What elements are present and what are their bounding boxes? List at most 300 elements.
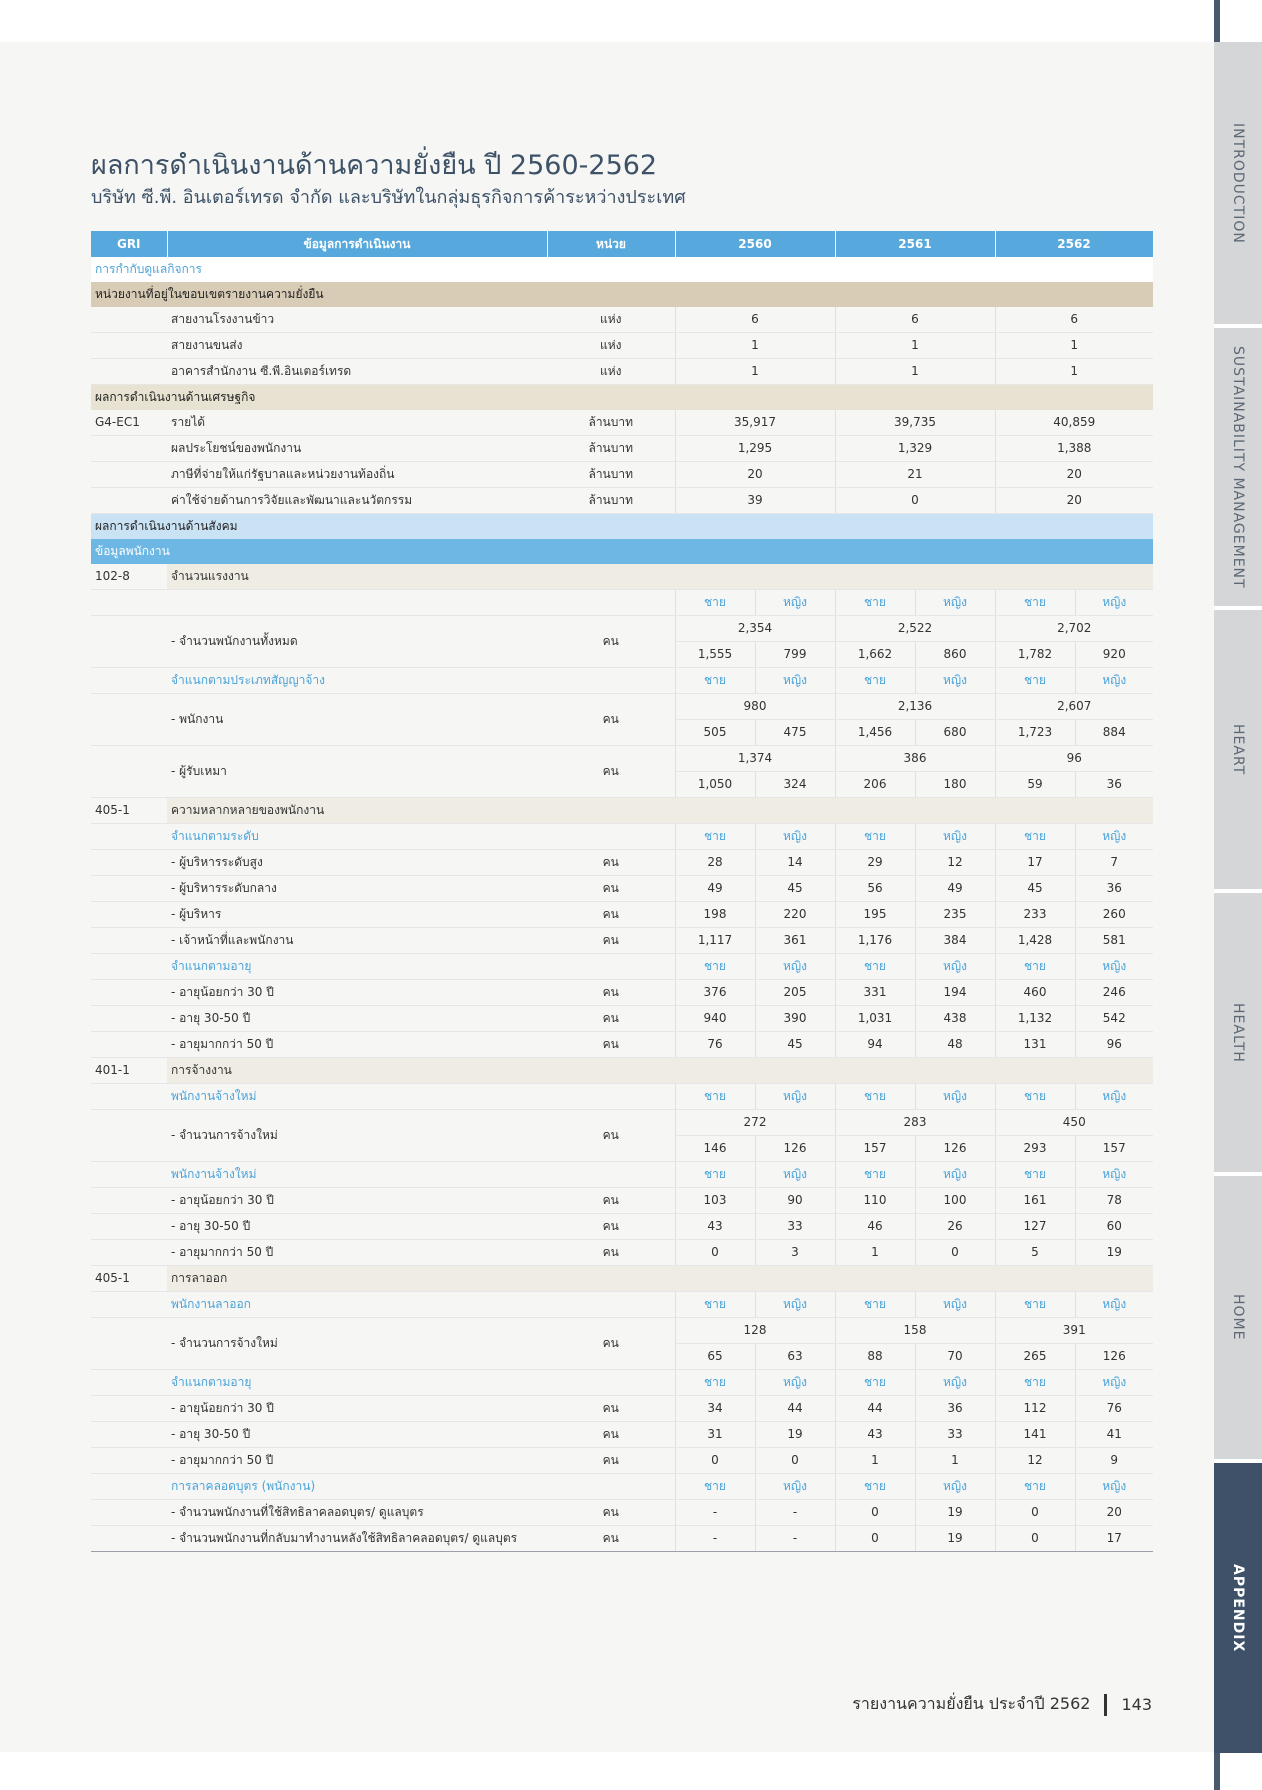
tab-home[interactable] xyxy=(1214,1176,1262,1459)
row-unit xyxy=(547,1292,675,1318)
gender-value: 940 xyxy=(675,1006,755,1032)
gri-code xyxy=(91,668,167,694)
gri-code xyxy=(91,1396,167,1422)
year-value: 35,917 xyxy=(675,410,835,436)
gender-data-row xyxy=(91,1032,1153,1058)
employee-section xyxy=(91,539,1153,564)
year-value: 6 xyxy=(835,307,995,333)
gender-value: 220 xyxy=(755,902,835,928)
gender-value: 260 xyxy=(1075,902,1153,928)
data-row xyxy=(91,488,1153,514)
gender-value: 331 xyxy=(835,980,915,1006)
gender-data-row xyxy=(91,1240,1153,1266)
gender-value: - xyxy=(755,1500,835,1526)
row-label: - พนักงาน xyxy=(167,694,547,746)
gender-value: 0 xyxy=(675,1448,755,1474)
gender-value: 46 xyxy=(835,1214,915,1240)
gender-header-row xyxy=(91,1474,1153,1500)
gender-value: 63 xyxy=(755,1344,835,1370)
data-row xyxy=(91,462,1153,488)
group-label: พนักงานจ้างใหม่ xyxy=(167,1084,547,1110)
section-title: ผลการดำเนินงานด้านเศรษฐกิจ xyxy=(91,385,1153,411)
male-label: ชาย xyxy=(995,1162,1075,1188)
row-unit: ล้านบาท xyxy=(547,436,675,462)
gender-value: 103 xyxy=(675,1188,755,1214)
row-label: - เจ้าหน้าที่และพนักงาน xyxy=(167,928,547,954)
section-title: ข้อมูลพนักงาน xyxy=(91,539,1153,564)
total-row xyxy=(91,1110,1153,1136)
year-value: 20 xyxy=(995,462,1153,488)
data-row xyxy=(91,359,1153,385)
year-total: 2,607 xyxy=(995,694,1153,720)
group-label: พนักงานลาออก xyxy=(167,1292,547,1318)
male-label: ชาย xyxy=(835,1474,915,1500)
gender-value: 1,132 xyxy=(995,1006,1075,1032)
female-label: หญิง xyxy=(1075,954,1153,980)
gender-data-row xyxy=(91,1422,1153,1448)
gender-value: 17 xyxy=(1075,1526,1153,1552)
tab-edge xyxy=(1214,0,1220,42)
gender-value: 1,117 xyxy=(675,928,755,954)
row-unit: แห่ง xyxy=(547,359,675,385)
male-label: ชาย xyxy=(995,1084,1075,1110)
gender-value: 49 xyxy=(675,876,755,902)
social-section xyxy=(91,514,1153,540)
year-value: 0 xyxy=(835,488,995,514)
gender-value: 36 xyxy=(1075,876,1153,902)
row-unit: คน xyxy=(547,746,675,798)
gri-code xyxy=(91,1526,167,1552)
row-unit: คน xyxy=(547,876,675,902)
year-value: 20 xyxy=(995,488,1153,514)
gender-value: 505 xyxy=(675,720,755,746)
gri-code xyxy=(91,902,167,928)
row-unit xyxy=(547,954,675,980)
gender-value: 680 xyxy=(915,720,995,746)
female-label: หญิง xyxy=(1075,1162,1153,1188)
male-label: ชาย xyxy=(995,1292,1075,1318)
gender-value: 59 xyxy=(995,772,1075,798)
year-total: 96 xyxy=(995,746,1153,772)
gender-value: 161 xyxy=(995,1188,1075,1214)
year-total: 386 xyxy=(835,746,995,772)
gender-value: 1 xyxy=(915,1448,995,1474)
male-label: ชาย xyxy=(835,1084,915,1110)
gri-code xyxy=(91,824,167,850)
row-label: สายงานขนส่ง xyxy=(167,333,547,359)
gender-value: 460 xyxy=(995,980,1075,1006)
gender-value: 45 xyxy=(995,876,1075,902)
female-label: หญิง xyxy=(755,668,835,694)
gender-value: 1,555 xyxy=(675,642,755,668)
gender-value: 1 xyxy=(835,1448,915,1474)
gender-value: 126 xyxy=(755,1136,835,1162)
group-label: จำแนกตามอายุ xyxy=(167,954,547,980)
gender-value: 581 xyxy=(1075,928,1153,954)
male-label: ชาย xyxy=(675,668,755,694)
gender-value: 157 xyxy=(835,1136,915,1162)
gri-code xyxy=(91,928,167,954)
gender-value: 33 xyxy=(915,1422,995,1448)
year-value: 1 xyxy=(995,333,1153,359)
gender-header-row xyxy=(91,1084,1153,1110)
gender-value: 0 xyxy=(995,1526,1075,1552)
gender-value: 194 xyxy=(915,980,995,1006)
row-label: - อายุมากกว่า 50 ปี xyxy=(167,1240,547,1266)
gender-value: 78 xyxy=(1075,1188,1153,1214)
gender-data-row xyxy=(91,928,1153,954)
subsection-title: การลาออก xyxy=(167,1266,1153,1292)
male-label: ชาย xyxy=(835,1292,915,1318)
gender-value: 45 xyxy=(755,1032,835,1058)
gri-code: 405-1 xyxy=(91,798,167,824)
row-label: ผลประโยชน์ของพนักงาน xyxy=(167,436,547,462)
gender-value: 1,176 xyxy=(835,928,915,954)
gri-code xyxy=(91,1188,167,1214)
row-unit xyxy=(547,1084,675,1110)
row-unit: คน xyxy=(547,980,675,1006)
gender-header-row xyxy=(91,1162,1153,1188)
row-label: ภาษีที่จ่ายให้แก่รัฐบาลและหน่วยงานท้องถิ่น xyxy=(167,462,547,488)
gri-code xyxy=(91,1240,167,1266)
gender-value: 94 xyxy=(835,1032,915,1058)
row-label: - ผู้บริหารระดับกลาง xyxy=(167,876,547,902)
tab-health[interactable] xyxy=(1214,893,1262,1172)
gender-data-row xyxy=(91,1448,1153,1474)
row-unit: คน xyxy=(547,1214,675,1240)
gender-data-row xyxy=(91,980,1153,1006)
gri-code: 102-8 xyxy=(91,564,167,590)
male-label: ชาย xyxy=(995,954,1075,980)
gender-value: 36 xyxy=(1075,772,1153,798)
male-label: ชาย xyxy=(675,824,755,850)
gri-code xyxy=(91,1318,167,1370)
gender-data-row xyxy=(91,1006,1153,1032)
gender-value: 17 xyxy=(995,850,1075,876)
gri-code xyxy=(91,1110,167,1162)
female-label: หญิง xyxy=(1075,1370,1153,1396)
gri-code xyxy=(91,954,167,980)
gender-data-row xyxy=(91,850,1153,876)
gender-value: 799 xyxy=(755,642,835,668)
sustainability-table xyxy=(91,231,1154,1552)
gender-value: 19 xyxy=(1075,1240,1153,1266)
group-label: จำแนกตามประเภทสัญญาจ้าง xyxy=(167,668,547,694)
gender-value: 361 xyxy=(755,928,835,954)
gender-value: 141 xyxy=(995,1422,1075,1448)
gender-value: 1,723 xyxy=(995,720,1075,746)
row-label: - อายุ 30-50 ปี xyxy=(167,1422,547,1448)
gender-value: - xyxy=(675,1526,755,1552)
row-unit xyxy=(547,668,675,694)
gender-header-row xyxy=(91,590,1153,616)
gender-value: 1,428 xyxy=(995,928,1075,954)
year-total: 272 xyxy=(675,1110,835,1136)
male-label: ชาย xyxy=(995,590,1075,616)
gender-value: 29 xyxy=(835,850,915,876)
row-label: - จำนวนการจ้างใหม่ xyxy=(167,1318,547,1370)
gender-data-row xyxy=(91,1396,1153,1422)
gri-code xyxy=(91,1006,167,1032)
row-label: รายได้ xyxy=(167,410,547,436)
gri-code xyxy=(91,436,167,462)
gender-value: - xyxy=(755,1526,835,1552)
row-label: - อายุ 30-50 ปี xyxy=(167,1006,547,1032)
gender-value: 235 xyxy=(915,902,995,928)
row-unit: คน xyxy=(547,928,675,954)
year-value: 39,735 xyxy=(835,410,995,436)
gender-value: 1,782 xyxy=(995,642,1075,668)
female-label: หญิง xyxy=(755,590,835,616)
gender-header-row xyxy=(91,1292,1153,1318)
tab-heart[interactable] xyxy=(1214,610,1262,889)
male-label: ชาย xyxy=(835,954,915,980)
gender-value: 1,662 xyxy=(835,642,915,668)
gender-value: 43 xyxy=(675,1214,755,1240)
row-unit: คน xyxy=(547,694,675,746)
gri-code: G4-EC1 xyxy=(91,410,167,436)
subsection-title: จำนวนแรงงาน xyxy=(167,564,1153,590)
male-label: ชาย xyxy=(835,1370,915,1396)
female-label: หญิง xyxy=(755,1474,835,1500)
gri-code: 401-1 xyxy=(91,1058,167,1084)
male-label: ชาย xyxy=(995,1474,1075,1500)
header-year: 2562 xyxy=(995,231,1153,257)
tab-label: HEALTH xyxy=(1230,1002,1246,1063)
female-label: หญิง xyxy=(755,1084,835,1110)
tab-label: HEART xyxy=(1230,723,1246,776)
total-row xyxy=(91,746,1153,772)
year-total: 980 xyxy=(675,694,835,720)
year-total: 391 xyxy=(995,1318,1153,1344)
year-total: 450 xyxy=(995,1110,1153,1136)
year-value: 6 xyxy=(675,307,835,333)
gender-value: 48 xyxy=(915,1032,995,1058)
female-label: หญิง xyxy=(755,1162,835,1188)
row-unit: คน xyxy=(547,616,675,668)
year-value: 21 xyxy=(835,462,995,488)
year-total: 2,702 xyxy=(995,616,1153,642)
tab-sustainability-management[interactable] xyxy=(1214,328,1262,606)
gri-code xyxy=(91,1214,167,1240)
year-total: 283 xyxy=(835,1110,995,1136)
female-label: หญิง xyxy=(755,954,835,980)
gender-value: 438 xyxy=(915,1006,995,1032)
gender-value: 180 xyxy=(915,772,995,798)
gri-code xyxy=(91,746,167,798)
female-label: หญิง xyxy=(915,824,995,850)
tab-introduction[interactable] xyxy=(1214,42,1262,324)
subsection-row xyxy=(91,1058,1153,1084)
year-total: 158 xyxy=(835,1318,995,1344)
total-row xyxy=(91,1318,1153,1344)
male-label: ชาย xyxy=(675,590,755,616)
group-label: การลาคลอดบุตร (พนักงาน) xyxy=(167,1474,547,1500)
female-label: หญิง xyxy=(915,1292,995,1318)
row-unit: คน xyxy=(547,1422,675,1448)
gri-code xyxy=(91,1162,167,1188)
gri-code xyxy=(91,1448,167,1474)
gender-value: 90 xyxy=(755,1188,835,1214)
gri-code xyxy=(91,1370,167,1396)
gender-value: 126 xyxy=(1075,1344,1153,1370)
page-subtitle: บริษัท ซี.พี. อินเตอร์เทรด จำกัด และบริษัทในกลุ่มธุรกิจการค้าระหว่างประเทศ xyxy=(91,187,686,208)
header-year: 2560 xyxy=(675,231,835,257)
gender-value: 293 xyxy=(995,1136,1075,1162)
gender-value: 26 xyxy=(915,1214,995,1240)
gender-value: 0 xyxy=(675,1240,755,1266)
row-label: - จำนวนพนักงานที่ใช้สิทธิลาคลอดบุตร/ ดูแลบุตร xyxy=(167,1500,547,1526)
gender-data-row xyxy=(91,876,1153,902)
gender-data-row xyxy=(91,902,1153,928)
gri-code xyxy=(91,359,167,385)
year-value: 39 xyxy=(675,488,835,514)
gender-value: 205 xyxy=(755,980,835,1006)
row-label: - อายุมากกว่า 50 ปี xyxy=(167,1032,547,1058)
gender-value: 195 xyxy=(835,902,915,928)
year-value: 6 xyxy=(995,307,1153,333)
row-unit xyxy=(547,590,675,616)
gender-value: 76 xyxy=(1075,1396,1153,1422)
row-label: - จำนวนพนักงานทั้งหมด xyxy=(167,616,547,668)
male-label: ชาย xyxy=(995,668,1075,694)
year-value: 20 xyxy=(675,462,835,488)
gender-value: 49 xyxy=(915,876,995,902)
gender-value: 475 xyxy=(755,720,835,746)
gender-value: 41 xyxy=(1075,1422,1153,1448)
male-label: ชาย xyxy=(835,1162,915,1188)
gender-value: 146 xyxy=(675,1136,755,1162)
row-label: - อายุน้อยกว่า 30 ปี xyxy=(167,980,547,1006)
gender-header-row xyxy=(91,1370,1153,1396)
male-label: ชาย xyxy=(835,824,915,850)
male-label: ชาย xyxy=(675,1292,755,1318)
gri-code xyxy=(91,850,167,876)
year-total: 2,522 xyxy=(835,616,995,642)
male-label: ชาย xyxy=(995,1370,1075,1396)
row-unit: ล้านบาท xyxy=(547,410,675,436)
subsection-title: การจ้างงาน xyxy=(167,1058,1153,1084)
gender-value: 324 xyxy=(755,772,835,798)
year-total: 1,374 xyxy=(675,746,835,772)
header-unit: หน่วย xyxy=(547,231,675,257)
tab-appendix[interactable] xyxy=(1214,1463,1262,1753)
row-label: - จำนวนการจ้างใหม่ xyxy=(167,1110,547,1162)
female-label: หญิง xyxy=(1075,668,1153,694)
gender-value: 19 xyxy=(915,1500,995,1526)
gender-value: 7 xyxy=(1075,850,1153,876)
subsection-title: ความหลากหลายของพนักงาน xyxy=(167,798,1153,824)
row-unit: คน xyxy=(547,1110,675,1162)
gender-value: 3 xyxy=(755,1240,835,1266)
gender-value: 1,456 xyxy=(835,720,915,746)
row-unit: คน xyxy=(547,1500,675,1526)
gender-value: 12 xyxy=(995,1448,1075,1474)
data-row xyxy=(91,410,1153,436)
gender-value: 19 xyxy=(755,1422,835,1448)
gender-value: 198 xyxy=(675,902,755,928)
page-number: 143 xyxy=(1121,1695,1152,1714)
group-label: พนักงานจ้างใหม่ xyxy=(167,1162,547,1188)
gender-value: 60 xyxy=(1075,1214,1153,1240)
row-unit: ล้านบาท xyxy=(547,462,675,488)
data-row xyxy=(91,333,1153,359)
year-value: 1 xyxy=(835,359,995,385)
header-info: ข้อมูลการดำเนินงาน xyxy=(167,231,547,257)
gri-code xyxy=(91,980,167,1006)
female-label: หญิง xyxy=(915,1474,995,1500)
gri-code xyxy=(91,1292,167,1318)
year-value: 1 xyxy=(835,333,995,359)
group-label: จำแนกตามอายุ xyxy=(167,1370,547,1396)
gri-code xyxy=(91,1084,167,1110)
year-value: 40,859 xyxy=(995,410,1153,436)
year-value: 1 xyxy=(995,359,1153,385)
gender-value: 376 xyxy=(675,980,755,1006)
governance-row xyxy=(91,257,1153,282)
data-row xyxy=(91,436,1153,462)
row-unit xyxy=(547,1162,675,1188)
scope-section xyxy=(91,282,1153,307)
year-value: 1 xyxy=(675,359,835,385)
gender-value: 0 xyxy=(915,1240,995,1266)
gender-value: 131 xyxy=(995,1032,1075,1058)
gender-header-row xyxy=(91,954,1153,980)
row-unit: คน xyxy=(547,1448,675,1474)
row-unit: แห่ง xyxy=(547,307,675,333)
gender-value: 1,050 xyxy=(675,772,755,798)
year-value: 1,388 xyxy=(995,436,1153,462)
gender-value: 157 xyxy=(1075,1136,1153,1162)
male-label: ชาย xyxy=(835,668,915,694)
gri-code xyxy=(91,694,167,746)
male-label: ชาย xyxy=(835,590,915,616)
row-unit: คน xyxy=(547,902,675,928)
gender-value: 34 xyxy=(675,1396,755,1422)
gender-value: 0 xyxy=(835,1526,915,1552)
female-label: หญิง xyxy=(1075,1474,1153,1500)
gender-value: 1 xyxy=(835,1240,915,1266)
female-label: หญิง xyxy=(755,824,835,850)
male-label: ชาย xyxy=(675,1474,755,1500)
report-page xyxy=(0,42,1214,1752)
row-unit: คน xyxy=(547,1526,675,1552)
section-tabs xyxy=(1214,0,1262,1790)
row-label: - ผู้บริหาร xyxy=(167,902,547,928)
gender-value: 110 xyxy=(835,1188,915,1214)
female-label: หญิง xyxy=(1075,824,1153,850)
tab-label: APPENDIX xyxy=(1230,1563,1246,1653)
gender-value: 246 xyxy=(1075,980,1153,1006)
row-unit: คน xyxy=(547,850,675,876)
gender-value: 126 xyxy=(915,1136,995,1162)
male-label: ชาย xyxy=(675,1162,755,1188)
male-label: ชาย xyxy=(675,954,755,980)
female-label: หญิง xyxy=(915,590,995,616)
row-unit xyxy=(547,1370,675,1396)
section-title: ผลการดำเนินงานด้านสังคม xyxy=(91,514,1153,540)
gender-value: 36 xyxy=(915,1396,995,1422)
female-label: หญิง xyxy=(1075,590,1153,616)
gri-code xyxy=(91,1032,167,1058)
row-label: อาคารสำนักงาน ซี.พี.อินเตอร์เทรด xyxy=(167,359,547,385)
gri-code xyxy=(91,876,167,902)
gender-value: 88 xyxy=(835,1344,915,1370)
gender-data-row xyxy=(91,1188,1153,1214)
gender-value: 45 xyxy=(755,876,835,902)
gender-header-row xyxy=(91,824,1153,850)
gender-value: 384 xyxy=(915,928,995,954)
